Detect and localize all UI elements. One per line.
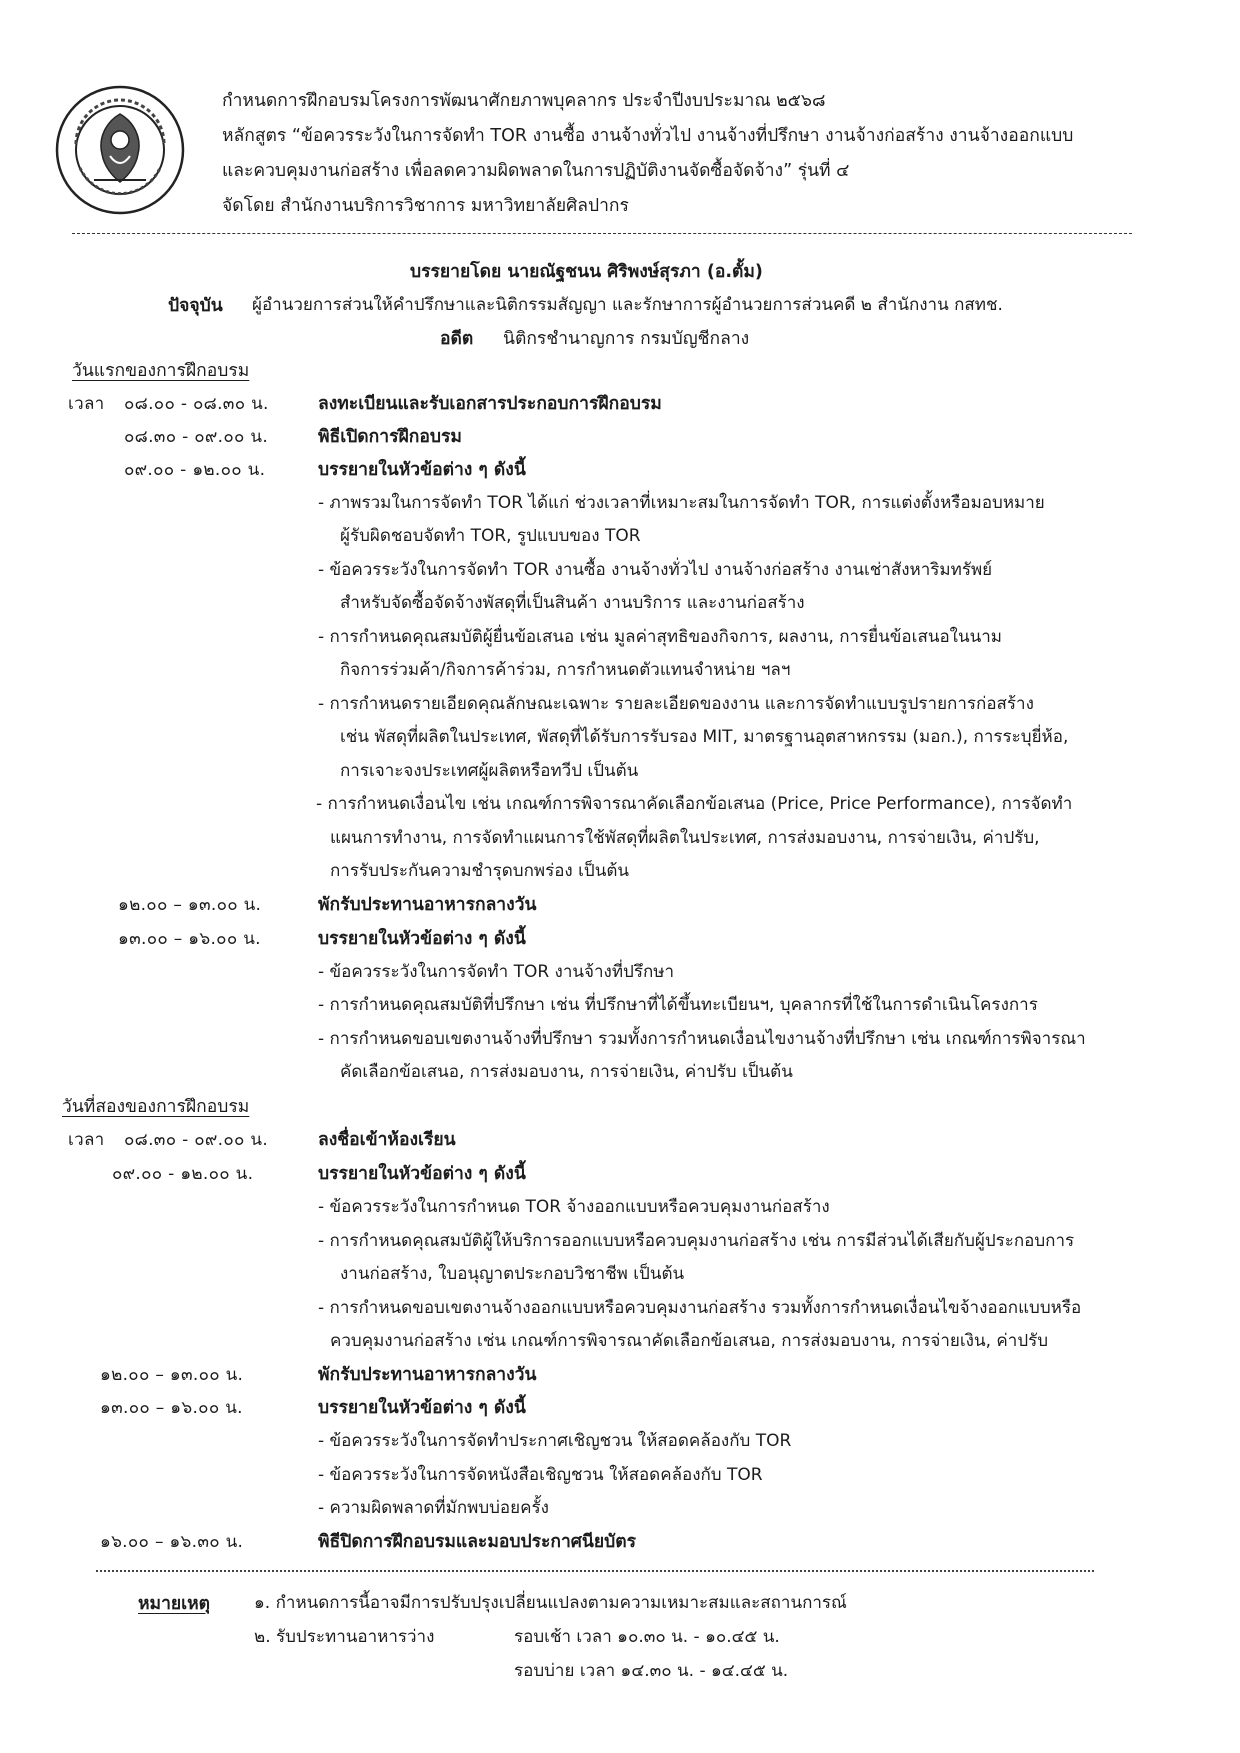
day1-time-prefix: เวลา [68,394,105,414]
header-divider [72,233,1132,234]
header-line-1: กำหนดการฝึกอบรมโครงการพัฒนาศักยภาพบุคลากร ประจำปีงบประมาณ ๒๕๖๘ [222,91,826,111]
day2-slot1-time: ๐๘.๓๐ - ๐๙.๐๐ น. [124,1130,269,1150]
day1-slot1-title: ลงทะเบียนและรับเอกสารประกอบการฝึกอบรม [318,394,662,414]
day1-slot5-title: บรรยายในหัวข้อต่าง ๆ ดังนี้ [318,929,526,949]
day1-slot4-title: พักรับประทานอาหารกลางวัน [318,895,537,915]
notes-label: หมายเหตุ [138,1594,211,1614]
silpakorn-university-logo [54,84,186,216]
day1-afternoon-item: - ข้อควรระวังในการจัดทำ TOR งานจ้างที่ปรึกษา [318,962,675,982]
day2-slot3-time: ๑๒.๐๐ – ๑๓.๐๐ น. [100,1365,244,1385]
day1-slot2-title: พิธีเปิดการฝึกอบรม [318,427,462,447]
day1-morning-item: การรับประกันความชำรุดบกพร่อง เป็นต้น [330,861,630,881]
day1-title: วันแรกของการฝึกอบรม [72,361,250,381]
day2-afternoon-item: - ข้อควรระวังในการจัดทำประกาศเชิญชวน ให้สอดคล้องกับ TOR [318,1431,792,1451]
day2-slot5-title: พิธีปิดการฝึกอบรมและมอบประกาศนียบัตร [318,1532,636,1552]
day1-slot3-time: ๐๙.๐๐ - ๑๒.๐๐ น. [124,460,266,480]
snack-break-morning: รอบเช้า เวลา ๑๐.๓๐ น. - ๑๐.๔๕ น. [514,1627,780,1647]
day2-slot1-title: ลงชื่อเข้าห้องเรียน [318,1130,456,1150]
day2-slot3-title: พักรับประทานอาหารกลางวัน [318,1365,537,1385]
day1-morning-item: สำหรับจัดซื้อจัดจ้างพัสดุที่เป็นสินค้า งานบริการ และงานก่อสร้าง [340,593,805,613]
day1-afternoon-item: - การกำหนดคุณสมบัติที่ปรึกษา เช่น ที่ปรึกษาที่ได้ขึ้นทะเบียนฯ, บุคลากรที่ใช้ในการดำเนินโครงการ [318,995,1038,1015]
day2-time-prefix: เวลา [68,1130,105,1150]
day1-morning-item: - การกำหนดรายเอียดคุณลักษณะเฉพาะ รายละเอียดของงาน และการจัดทำแบบรูปรายการก่อสร้าง [318,694,1034,714]
day1-morning-item: แผนการทำงาน, การจัดทำแผนการใช้พัสดุที่ผลิตในประเทศ, การส่งมอบงาน, การจ่ายเงิน, ค่าปรับ, [330,828,1040,848]
day1-slot2-time: ๐๘.๓๐ - ๐๙.๐๐ น. [124,427,269,447]
header-line-2: หลักสูตร “ข้อควรระวังในการจัดทำ TOR งานซื้อ งานจ้างทั่วไป งานจ้างที่ปรึกษา งานจ้างก่อสร้าง งานจ้างออกแบบ [222,126,1074,146]
day1-morning-item: เช่น พัสดุที่ผลิตในประเทศ, พัสดุที่ได้รับการรับรอง MIT, มาตรฐานอุตสาหกรรม (มอก.), การระบุยี่ห้อ, [340,727,1069,747]
day2-afternoon-item: - ข้อควรระวังในการจัดหนังสือเชิญชวน ให้สอดคล้องกับ TOR [318,1465,763,1485]
day1-slot1-time: ๐๘.๐๐ - ๐๘.๓๐ น. [124,394,269,414]
day1-morning-item: - ข้อควรระวังในการจัดทำ TOR งานซื้อ งานจ้างทั่วไป งานจ้างก่อสร้าง งานเช่าสังหาริมทรัพย์ [318,560,993,580]
day1-afternoon-item: - การกำหนดขอบเขตงานจ้างที่ปรึกษา รวมทั้งการกำหนดเงื่อนไขงานจ้างที่ปรึกษา เช่น เกณฑ์การพิจารณา [318,1029,1086,1049]
day2-slot2-time: ๐๙.๐๐ - ๑๒.๐๐ น. [112,1164,254,1184]
day2-slot2-title: บรรยายในหัวข้อต่าง ๆ ดังนี้ [318,1164,526,1184]
day1-morning-item: การเจาะจงประเทศผู้ผลิตหรือทวีป เป็นต้น [340,761,639,781]
header-line-3: และควบคุมงานก่อสร้าง เพื่อลดความผิดพลาดในการปฏิบัติงานจัดซื้อจัดจ้าง” รุ่นที่ ๔ [222,161,850,181]
note-1: ๑. กำหนดการนี้อาจมีการปรับปรุงเปลี่ยนแปลงตามความเหมาะสมและสถานการณ์ [254,1593,847,1613]
day2-slot4-time: ๑๓.๐๐ – ๑๖.๐๐ น. [100,1398,243,1418]
day1-morning-item: - การกำหนดเงื่อนไข เช่น เกณฑ์การพิจารณาคัดเลือกข้อเสนอ (Price, Price Performance), การจัดทำ [316,794,1073,814]
day2-morning-item: ควบคุมงานก่อสร้าง เช่น เกณฑ์การพิจารณาคัดเลือกข้อเสนอ, การส่งมอบงาน, การจ่ายเงิน, ค่าปรับ [330,1331,1049,1351]
day1-slot4-time: ๑๒.๐๐ – ๑๓.๐๐ น. [118,895,262,915]
day1-morning-item: ผู้รับผิดชอบจัดทำ TOR, รูปแบบของ TOR [340,526,641,546]
lecturer-past-position: นิติกรชำนาญการ กรมบัญชีกลาง [503,329,750,349]
note-2: ๒. รับประทานอาหารว่าง [254,1627,435,1647]
header-line-4: จัดโดย สำนักงานบริการวิชาการ มหาวิทยาลัยศิลปากร [222,196,629,216]
day1-slot3-title: บรรยายในหัวข้อต่าง ๆ ดังนี้ [318,460,526,480]
lecturer-name: บรรยายโดย นายณัฐชนน ศิริพงษ์สุรภา (อ.ตั้ม) [410,262,763,282]
day2-title: วันที่สองของการฝึกอบรม [62,1097,250,1117]
day2-morning-item: งานก่อสร้าง, ใบอนุญาตประกอบวิชาชีพ เป็นต้น [340,1264,685,1284]
day1-morning-item: - การกำหนดคุณสมบัติผู้ยื่นข้อเสนอ เช่น มูลค่าสุทธิของกิจการ, ผลงาน, การยื่นข้อเสนอในนาม [318,627,1002,647]
day1-morning-item: กิจการร่วมค้า/กิจการค้าร่วม, การกำหนดตัวแทนจำหน่าย ฯลฯ [340,660,791,680]
day1-slot5-time: ๑๓.๐๐ – ๑๖.๐๐ น. [118,929,261,949]
day2-slot4-title: บรรยายในหัวข้อต่าง ๆ ดังนี้ [318,1398,526,1418]
day1-morning-item: - ภาพรวมในการจัดทำ TOR ได้แก่ ช่วงเวลาที่เหมาะสมในการจัดทำ TOR, การแต่งตั้งหรือมอบหมาย [318,493,1045,513]
day2-afternoon-item: - ความผิดพลาดที่มักพบบ่อยครั้ง [318,1498,549,1518]
day1-afternoon-item: คัดเลือกข้อเสนอ, การส่งมอบงาน, การจ่ายเงิน, ค่าปรับ เป็นต้น [340,1062,793,1082]
day2-morning-item: - การกำหนดคุณสมบัติผู้ให้บริการออกแบบหรือควบคุมงานก่อสร้าง เช่น การมีส่วนได้เสียกับผู้ประกอบการ [318,1231,1075,1251]
notes-divider [96,1570,1094,1572]
lecturer-current-label: ปัจจุบัน [168,296,223,316]
day2-morning-item: - การกำหนดขอบเขตงานจ้างออกแบบหรือควบคุมงานก่อสร้าง รวมทั้งการกำหนดเงื่อนไขจ้างออกแบบหรือ [318,1298,1082,1318]
day2-slot5-time: ๑๖.๐๐ – ๑๖.๓๐ น. [100,1532,244,1552]
lecturer-current-position: ผู้อำนวยการส่วนให้คำปรึกษาและนิติกรรมสัญญา และรักษาการผู้อำนวยการส่วนคดี ๒ สำนักงาน กสทช. [252,295,1003,315]
day2-morning-item: - ข้อควรระวังในการกำหนด TOR จ้างออกแบบหรือควบคุมงานก่อสร้าง [318,1197,830,1217]
lecturer-past-label: อดีต [440,329,474,349]
snack-break-afternoon: รอบบ่าย เวลา ๑๔.๓๐ น. - ๑๔.๔๕ น. [514,1661,789,1681]
